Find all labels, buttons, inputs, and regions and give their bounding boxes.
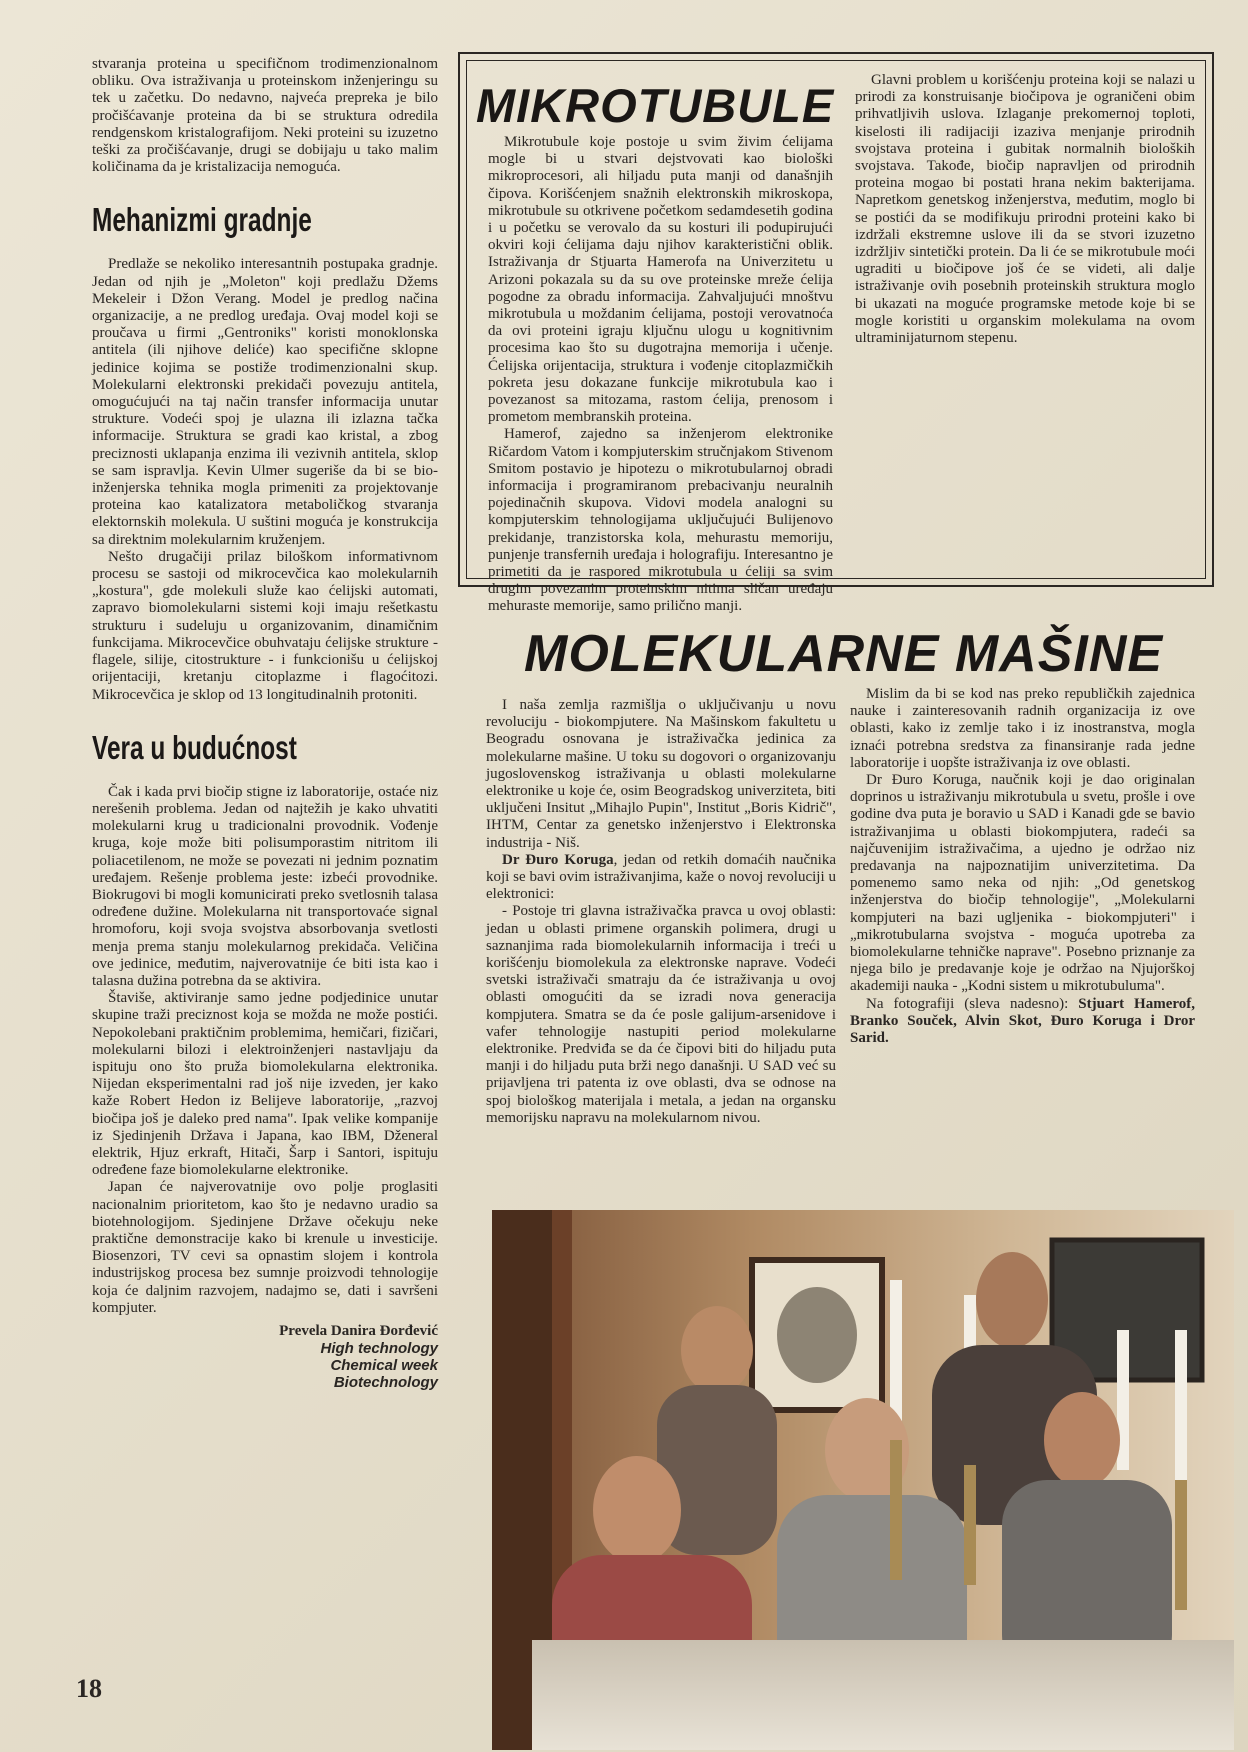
molekularne-masine-title: MOLEKULARNE MAŠINE: [524, 625, 1164, 683]
photo-caption: [850, 996, 1195, 1048]
left-column: [92, 56, 438, 1391]
mikrotubule-column-1: [488, 134, 833, 616]
molekularne-column-2: [850, 686, 1195, 1047]
paragraph: [486, 852, 836, 904]
paragraph: - Postoje tri glavna istraživačka pravca u ovoj oblasti: jedan u oblasti primene organskih polimera, drugi u saznanjima rada biomolekularnih informacija i treći u korišćenju biomolekula za elektronske naprave. Vodeći svetski istraživači smatraju da će istraživanja u ovoj oblasti omogućiti da se izradi nova generacija kompjutera. Smatra se da će posle galijum-arsenidove i vafer tehnologije nastupiti period molekularne elektronike. Predviđa se da će čipovi biti do hiljadu puta manji i do hiljadu puta brži nego današnji. U SAD već su prijavljena tri patenta iz ove oblasti, dva se odnose na spoj biološkog materijala i metala, a jedan na organsku memorijsku napravu na molekularnom nivou.: [486, 903, 836, 1126]
paragraph: Dr Đuro Koruga, naučnik koji je dao originalan doprinos u istraživanju mikrotubula u svetu, prošle i ove godine dva puta je boravio u SAD i Kanadi gde se bavio istraživanjima u oblasti biokompjutera, radeći sa najčuvenijim istraživačima, a ujedno je održao niz predavanja na najpoznatijim univerzitetima. Da pomenemo samo neka od njih: „Od genetskog inženjerstva do biočip tehnologije", „Molekularni kompjuteri na bazi ugljenika - biokompjuteri" i „mikrotubularna svojstva - moguća upotreba za biomolekularne tehničke naprave". Posebno priznanje za njega bilo je predavanje koje je održao na Njujorškoj akademiji nauka - „Kodni sistem u mikrotubuluma".: [850, 772, 1195, 995]
paragraph: Mislim da bi se kod nas preko republičkih zajednica nauke i zainteresovanih radnih organizacija iz ove oblasti, kako iz zemlje tako i iz inostranstva, mogla iznaći potrebna sredstva za finansiranje rada jedne laboratorije i uopšte istraživanja iz ove oblasti.: [850, 686, 1195, 771]
translator-credit: Prevela Danira Đorđević: [279, 1323, 438, 1339]
group-photo: [492, 1210, 1234, 1750]
mikrotubule-column-2: [855, 72, 1195, 347]
paragraph: Nešto drugačiji prilaz biloškom informativnom procesu se sastoji od mikrocevčica kao molekularnih „kostura", gde molekuli služe kao ćelijski automati, zapravo biomolekularni sistemi koji imaju rešetkastu strukturu i sudeluju u organizovanim, dinamičnim funkcijama. Mikrocevčice obuhvataju ćelijske strukture - flagele, silije, citostrukture - i funkcionišu u ćelijskoj orijentaciji, kretanju citoplazme i flagoćitozi. Mikrocevčica je sklop od 13 longitudinalnih protoniti.: [92, 548, 438, 703]
paragraph: Glavni problem u korišćenju proteina koji se nalazi u prirodi za konstruisanje biočipova je ograničeni obim prihvatljivih uslova. Izlaganje prekomernoj toploti, kiselosti ili radijaciji izaziva menjanje prirodnih svojstava proteina i gubitak normalnih bioloških svojstava. Takođe, biočip napravljen od prirodnih proteina mogao bi postati hrana nekim bakterijama. Napretkom genetskog inženjerstva, međutim, moglo bi se postići da se modifikuju prirodni proteini kako bi izdržali ekstremne uslove ili da se stvori izuzetno izdržljiv sintetički protein. Da li će se mikrotubule moći ugraditi u biočipove još će se videti, ali dalje istraživanje ovih posebnih proteinskih struktura moglo bi ukazati na moguće programske metode koje bi se mogle koristiti u organskim molekulama na ovom ultraminijaturnom stepenu.: [855, 72, 1195, 347]
subheading-mehanizmi: Mehanizmi gradnje: [92, 201, 312, 239]
interview-intro: , jedan od retkih domaćih naučnika koji se bavi ovim istraživanjima, kaže o novoj revoluciji u elektronici:: [486, 851, 837, 903]
source-credit: Biotechnology: [333, 1374, 438, 1391]
source-credit: High technology: [320, 1340, 438, 1357]
paragraph: Hamerof, zajedno sa inženjerom elektronike Ričardom Vatom i kompjuterskim stručnjakom Stivenom Smitom postavio je hipotezu o mikrotubularnoj obradi informacija i programiranom prebacivanju neuralnih pojedinačnih skupova. Vidovi modela analogni su kompjuterskim tehnologijama uključujući Bulijenovo prekidanje, tranzistorska kola, mehurastu memoriju, punjenje transfernih uređaja i holografiju. Interesantno je primetiti da je raspored mikrotubula u ćeliji sa svim drugim povezanim proteinskim nitima sličan uređaju mehuraste memorije, samo prilično manji.: [488, 426, 833, 615]
caption-lead: Na fotografiji (sleva nadesno):: [866, 995, 1079, 1012]
molekularne-column-1: [486, 697, 836, 1127]
paragraph: Predlaže se nekoliko interesantnih postupaka gradnje. Jedan od njih je „Moleton" koji predlažu Džems Mekeleir i Džon Verang. Model je predlog načina organizacije, a ne predlog uređaja. Ovaj model koji se proučava u firmi „Gentroniks" koristi monoklonska antitela (ili njihove deliće) kao specifične sklopne jedinice kojima se postiže trodimenzionalni skup. Molekularni elektronski prekidači povezuju antitela, omogućujući na taj način transfer informacija unutar strukture. Vodeći spoj je ulazna ili izlazna tačka informacije. Struktura se gradi kao kristal, a zbog preciznosti uklapanja enzima ili vezivnih antitela, sklop se sam ispravlja. Kevin Ulmer sugeriše da bi se bio-inženjerska tehnika mogla primeniti za projektovanje proteina kao katalizatora metaboličkog stvaranja elektornskih molekula. U suštini moguća je konstrukcija sa direktnim molekularnim kruženjem.: [92, 256, 438, 548]
interviewee-name: Dr Đuro Koruga: [502, 851, 614, 868]
intro-paragraph: stvaranja proteina u specifičnom trodimenzionalnom obliku. Ova istraživanja u proteinskom inženjeringu su tek u začetku. Do nedavno, najveća prepreka je bilo pročišćavanje proteina da bi se struktura odredila rendgenskom kristalografijom. Neki proteini su izuzetno teški za pročišćavanje, drugi se dobijaju u tako malim količinama da je kristalizacija nemoguća.: [92, 56, 438, 176]
credits: [92, 1323, 438, 1391]
paragraph: Štaviše, aktiviranje samo jedne podjedinice unutar skupine traži preciznost koja se možda ne može postići. Nepokolebani praktičnim problemima, hemičari, fizičari, molekularni bilozi i elektroinženjeri nastavljaju da ispituju ono što pruža biomolekularna elektronika. Nijedan eksperimentalni rad još nije izveden, jer kako kaže Robert Hedon iz Belijeve laboratorije, „razvoj biočipa još je daleko pred nama". Ipak velike kompanije iz Sjedinjenih Država i Japana, kao IBM, Dženeral elektrik, Hjuz erkraft, Hitači, Šarp i Santori, ispituju određene faze biomolekularne elektronike.: [92, 990, 438, 1179]
page-number: 18: [76, 1674, 102, 1703]
source-credit: Chemical week: [330, 1357, 438, 1374]
paragraph: Mikrotubule koje postoje u svim živim ćelijama mogle bi u stvari dejstvovati kao biološki mikroprocesori, ali hiljadu puta manji od današnjih čipova. Korišćenjem snažnih elektronskih mikroskopa, mikrotubule su otkrivene početkom sedamdesetih godina i u početku se verovalo da su kosturi ili podupirujući okviri koji ćelijama daju njihov karakteristični oblik. Istraživanja dr Stjuarta Hamerofa na Univerzitetu u Arizoni pokazala su da su ove proteinske mreže ćelija pogodne za obradu informacija. Zahvaljujući mnoštvu mikrotubula u moždanim ćelijama, postoji verovatnoća da ovi proteini igraju ključnu ulogu u kognitivnim procesima kao što su dugotrajna memorija i učenje. Ćelijska orijentacija, struktura i vođenje citoplazmičkih pokreta jesu dokazane funkcije mikrotubula kao i povezanost sa mitozama, rastom ćelija, prenosom i prometom membranskih proteina.: [488, 134, 833, 426]
subheading-vera: Vera u budućnost: [92, 728, 297, 766]
paragraph: I naša zemlja razmišlja o uključivanju u novu revoluciju - biokompjutere. Na Mašinskom fakultetu u Beogradu osnovana je istraživačka jedinica za molekularne mašine. U toku su dogovori o organizovanju jugoslovenskog istraživanja u oblasti molekularne elektronike u koje će, osim Beogradskog univerziteta, biti uključeni Insitut „Mihajlo Pupin", Institut „Boris Kidrič", IHTM, Centar za genetsko inženjerstvo i Elektronska industrija - Niš.: [486, 697, 836, 851]
caption-names: Stjuart Hamerof, Branko Souček, Alvin Skot, Đuro Koruga i Dror Sarid.: [850, 995, 1196, 1047]
group-photo-illustration: [492, 1210, 1234, 1750]
mikrotubule-title: MIKROTUBULE: [476, 79, 835, 132]
paragraph: Čak i kada prvi biočip stigne iz laboratorije, ostaće niz nerešenih problema. Jedan od najtežih je kako uhvatiti molekularni krug u tradicionalni provodnik. Vođenje kruga, koje može biti polisumporastim nitritom ili poliacetilenom, ne može se povezati ni jednim poznatim uređajem. Rešenje problema jeste: izbeći provodnike. Biokrugovi bi mogli komunicirati preko svetlosnih talasa određene dužine. Molekularna nit transportovaće signal hromoforu, koji svoja svojstva absorbovanja svetlosti menja prema stanju molekularnog prekidača. Veličina ove jedinice, međutim, najverovatnije će biti ista kao i talasna dužina potrebna da se aktivira.: [92, 783, 438, 989]
paragraph: Japan će najverovatnije ovo polje proglasiti nacionalnim prioritetom, kao što je nedavno uradio sa biotehnologijom. Sjedinjene Države očekuju neke praktične demonstracije kako bi krenule u investicije. Biosenzori, TV cevi sa opnastim slojem i kontrola industrijskog procesa bez sumnje proizvodi tehnologije koja će daljnim razvojem, nadajmo se, dati i savršeni kompjuter.: [92, 1179, 438, 1316]
